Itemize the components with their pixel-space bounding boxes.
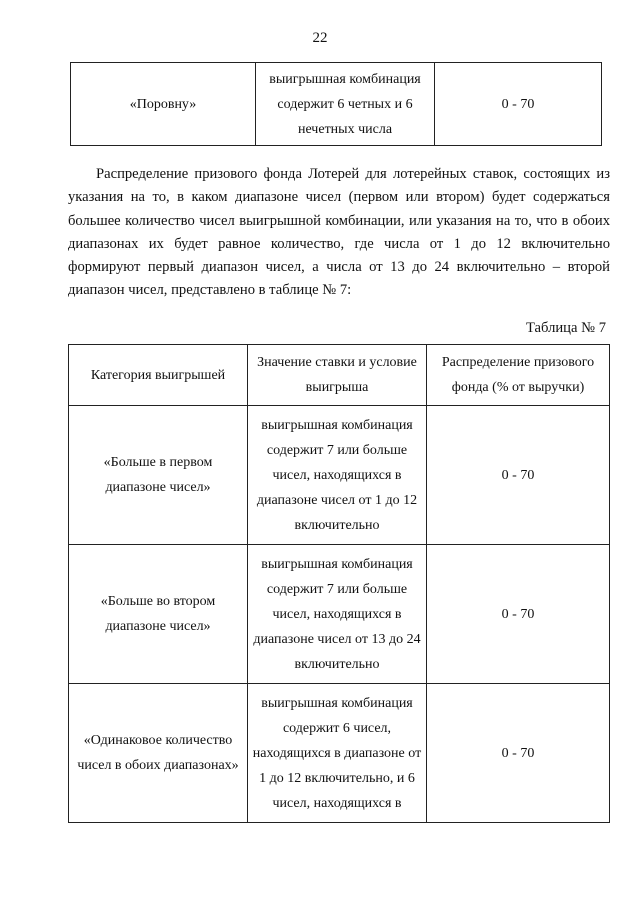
table-row: [69, 684, 610, 823]
table-7: [68, 344, 610, 823]
header-category: Категория выигрышей: [69, 345, 248, 406]
category-cell: «Больше в первом диапазоне чисел»: [69, 406, 248, 545]
table-row: [69, 545, 610, 684]
category-cell: «Поровну»: [71, 63, 256, 146]
distribution-cell: 0 - 70: [427, 545, 610, 684]
condition-cell: выигрышная комбинация содержит 6 четных и 6 нечетных числа: [256, 63, 435, 146]
distribution-cell: 0 - 70: [427, 406, 610, 545]
category-cell: «Больше во втором диапазоне чисел»: [69, 545, 248, 684]
condition-cell: выигрышная комбинация содержит 7 или больше чисел, находящихся в диапазоне чисел от 13 до 24 включительно: [248, 545, 427, 684]
table-row: [69, 406, 610, 545]
condition-cell: выигрышная комбинация содержит 7 или больше чисел, находящихся в диапазоне чисел от 1 до 12 включительно: [248, 406, 427, 545]
category-cell: «Одинаковое количество чисел в обоих диапазонах»: [69, 684, 248, 823]
continued-table: [70, 62, 602, 146]
distribution-cell: 0 - 70: [427, 684, 610, 823]
page-number: 22: [312, 30, 328, 46]
table-header-row: [69, 345, 610, 406]
table-caption: Таблица № 7: [526, 320, 606, 336]
header-condition: Значение ставки и условие выигрыша: [248, 345, 427, 406]
header-distribution: Распределение призового фонда (% от выручки): [427, 345, 610, 406]
body-paragraph: Распределение призового фонда Лотерей для лотерейных ставок, состоящих из указания на то, в каком диапазоне чисел (первом или втором) будет содержаться большее количество чисел выигрышной комбинации, или указания на то, что в обоих диапазонах их будет равное количество, где числа от 1 до 12 включительно формируют первый диапазон чисел, а числа от 13 до 24 включительно – второй диапазон чисел, представлено в таблице № 7:: [68, 166, 610, 299]
distribution-cell: 0 - 70: [435, 63, 602, 146]
condition-cell: выигрышная комбинация содержит 6 чисел, находящихся в диапазоне от 1 до 12 включительно, и 6 чисел, находящихся в: [248, 684, 427, 823]
table-row: [71, 63, 602, 146]
